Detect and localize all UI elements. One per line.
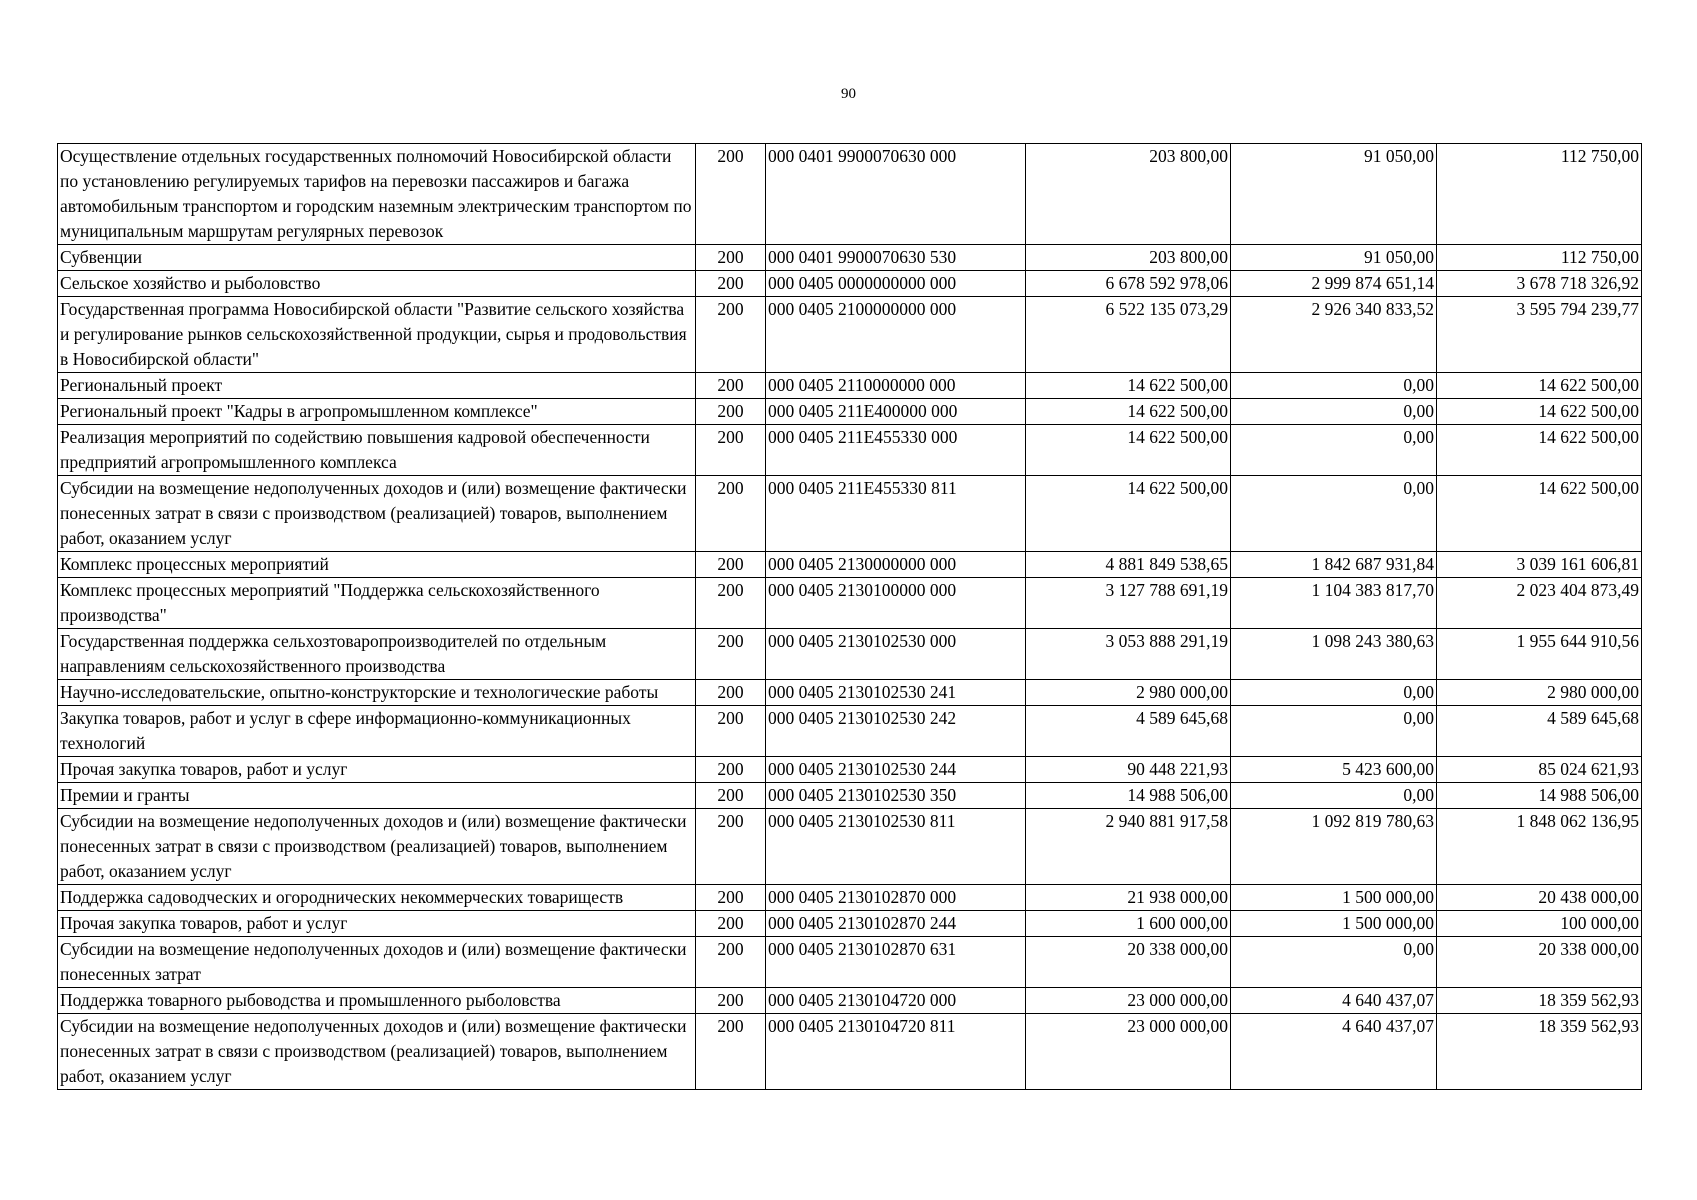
row-kbk-cell: 000 0401 9900070630 530 — [766, 245, 1026, 271]
table-body — [58, 144, 1642, 1090]
row-name-cell: Государственная поддержка сельхозтоваропроизводителей по отдельным направлениям сельскохозяйственного производства — [58, 629, 696, 680]
row-kbk-cell: 000 0405 211E455330 000 — [766, 425, 1026, 476]
row-name-cell: Реализация мероприятий по содействию повышения кадровой обеспеченности предприятий агропромышленного комплекса — [58, 425, 696, 476]
row-name-cell: Прочая закупка товаров, работ и услуг — [58, 757, 696, 783]
page-number: 90 — [841, 86, 856, 102]
row-approved-cell: 23 000 000,00 — [1026, 1014, 1231, 1090]
row-kbk-cell: 000 0405 2130102530 811 — [766, 809, 1026, 885]
row-kbk-cell: 000 0405 2130102530 350 — [766, 783, 1026, 809]
table-row — [58, 629, 1642, 680]
table-row — [58, 245, 1642, 271]
row-approved-cell: 21 938 000,00 — [1026, 885, 1231, 911]
row-executed-cell: 5 423 600,00 — [1231, 757, 1437, 783]
table-row — [58, 885, 1642, 911]
row-code-cell: 200 — [696, 911, 766, 937]
row-executed-cell: 0,00 — [1231, 706, 1437, 757]
table-row — [58, 706, 1642, 757]
row-kbk-cell: 000 0405 211E400000 000 — [766, 399, 1026, 425]
row-code-cell: 200 — [696, 757, 766, 783]
table-row — [58, 757, 1642, 783]
row-executed-cell: 1 500 000,00 — [1231, 911, 1437, 937]
row-kbk-cell: 000 0405 2130000000 000 — [766, 552, 1026, 578]
row-approved-cell: 6 678 592 978,06 — [1026, 271, 1231, 297]
row-approved-cell: 14 988 506,00 — [1026, 783, 1231, 809]
table-row — [58, 783, 1642, 809]
row-approved-cell: 203 800,00 — [1026, 144, 1231, 245]
row-code-cell: 200 — [696, 578, 766, 629]
row-kbk-cell: 000 0405 2130102530 242 — [766, 706, 1026, 757]
row-code-cell: 200 — [696, 680, 766, 706]
row-code-cell: 200 — [696, 809, 766, 885]
row-kbk-cell: 000 0405 2130102530 244 — [766, 757, 1026, 783]
row-executed-cell: 0,00 — [1231, 425, 1437, 476]
row-kbk-cell: 000 0405 2100000000 000 — [766, 297, 1026, 373]
budget-execution-table — [57, 143, 1642, 1090]
row-name-cell: Субсидии на возмещение недополученных доходов и (или) возмещение фактически понесенных затрат в связи с производством (реализацией) товаров, выполнением работ, оказанием услуг — [58, 809, 696, 885]
row-executed-cell: 1 104 383 817,70 — [1231, 578, 1437, 629]
row-unexecuted-cell: 3 595 794 239,77 — [1437, 297, 1642, 373]
row-approved-cell: 6 522 135 073,29 — [1026, 297, 1231, 373]
row-name-cell: Комплекс процессных мероприятий "Поддержка сельскохозяйственного производства" — [58, 578, 696, 629]
table-row — [58, 809, 1642, 885]
row-code-cell: 200 — [696, 245, 766, 271]
row-code-cell: 200 — [696, 937, 766, 988]
row-name-cell: Субсидии на возмещение недополученных доходов и (или) возмещение фактически понесенных затрат в связи с производством (реализацией) товаров, выполнением работ, оказанием услуг — [58, 1014, 696, 1090]
row-approved-cell: 3 053 888 291,19 — [1026, 629, 1231, 680]
row-unexecuted-cell: 1 955 644 910,56 — [1437, 629, 1642, 680]
row-kbk-cell: 000 0405 2130104720 811 — [766, 1014, 1026, 1090]
row-code-cell: 200 — [696, 885, 766, 911]
row-name-cell: Региональный проект "Кадры в агропромышленном комплексе" — [58, 399, 696, 425]
row-executed-cell: 0,00 — [1231, 476, 1437, 552]
row-unexecuted-cell: 2 023 404 873,49 — [1437, 578, 1642, 629]
row-unexecuted-cell: 20 338 000,00 — [1437, 937, 1642, 988]
row-unexecuted-cell: 18 359 562,93 — [1437, 1014, 1642, 1090]
row-name-cell: Осуществление отдельных государственных полномочий Новосибирской области по установлению регулируемых тарифов на перевозки пассажиров и багажа автомобильным транспортом и городским наземным электрическим транспортом по муниципальным маршрутам регулярных перевозок — [58, 144, 696, 245]
row-kbk-cell: 000 0405 2130102530 241 — [766, 680, 1026, 706]
row-approved-cell: 3 127 788 691,19 — [1026, 578, 1231, 629]
row-approved-cell: 1 600 000,00 — [1026, 911, 1231, 937]
row-unexecuted-cell: 4 589 645,68 — [1437, 706, 1642, 757]
table-row — [58, 144, 1642, 245]
row-executed-cell: 1 500 000,00 — [1231, 885, 1437, 911]
row-kbk-cell: 000 0405 2130102530 000 — [766, 629, 1026, 680]
row-approved-cell: 20 338 000,00 — [1026, 937, 1231, 988]
row-code-cell: 200 — [696, 271, 766, 297]
row-kbk-cell: 000 0405 2130102870 631 — [766, 937, 1026, 988]
table-row — [58, 271, 1642, 297]
row-name-cell: Государственная программа Новосибирской области "Развитие сельского хозяйства и регулирование рынков сельскохозяйственной продукции, сырья и продовольствия в Новосибирской области" — [58, 297, 696, 373]
row-executed-cell: 1 092 819 780,63 — [1231, 809, 1437, 885]
row-kbk-cell: 000 0405 2130100000 000 — [766, 578, 1026, 629]
row-code-cell: 200 — [696, 783, 766, 809]
row-code-cell: 200 — [696, 399, 766, 425]
row-code-cell: 200 — [696, 552, 766, 578]
row-executed-cell: 1 098 243 380,63 — [1231, 629, 1437, 680]
row-unexecuted-cell: 2 980 000,00 — [1437, 680, 1642, 706]
row-code-cell: 200 — [696, 1014, 766, 1090]
row-unexecuted-cell: 20 438 000,00 — [1437, 885, 1642, 911]
row-approved-cell: 2 940 881 917,58 — [1026, 809, 1231, 885]
row-executed-cell: 0,00 — [1231, 680, 1437, 706]
row-code-cell: 200 — [696, 425, 766, 476]
table-row — [58, 399, 1642, 425]
table-row — [58, 425, 1642, 476]
row-unexecuted-cell: 3 678 718 326,92 — [1437, 271, 1642, 297]
row-executed-cell: 0,00 — [1231, 783, 1437, 809]
row-kbk-cell: 000 0401 9900070630 000 — [766, 144, 1026, 245]
table-row — [58, 578, 1642, 629]
row-approved-cell: 4 589 645,68 — [1026, 706, 1231, 757]
row-code-cell: 200 — [696, 144, 766, 245]
row-name-cell: Сельское хозяйство и рыболовство — [58, 271, 696, 297]
row-approved-cell: 14 622 500,00 — [1026, 425, 1231, 476]
row-approved-cell: 203 800,00 — [1026, 245, 1231, 271]
row-approved-cell: 14 622 500,00 — [1026, 476, 1231, 552]
row-approved-cell: 2 980 000,00 — [1026, 680, 1231, 706]
row-executed-cell: 91 050,00 — [1231, 245, 1437, 271]
row-unexecuted-cell: 14 622 500,00 — [1437, 425, 1642, 476]
row-unexecuted-cell: 14 988 506,00 — [1437, 783, 1642, 809]
row-executed-cell: 4 640 437,07 — [1231, 1014, 1437, 1090]
row-unexecuted-cell: 14 622 500,00 — [1437, 476, 1642, 552]
row-kbk-cell: 000 0405 0000000000 000 — [766, 271, 1026, 297]
row-code-cell: 200 — [696, 988, 766, 1014]
row-name-cell: Субсидии на возмещение недополученных доходов и (или) возмещение фактически понесенных затрат в связи с производством (реализацией) товаров, выполнением работ, оказанием услуг — [58, 476, 696, 552]
row-approved-cell: 90 448 221,93 — [1026, 757, 1231, 783]
row-name-cell: Прочая закупка товаров, работ и услуг — [58, 911, 696, 937]
row-executed-cell: 2 999 874 651,14 — [1231, 271, 1437, 297]
row-executed-cell: 0,00 — [1231, 373, 1437, 399]
row-kbk-cell: 000 0405 2130102870 244 — [766, 911, 1026, 937]
row-name-cell: Комплекс процессных мероприятий — [58, 552, 696, 578]
row-approved-cell: 23 000 000,00 — [1026, 988, 1231, 1014]
row-executed-cell: 1 842 687 931,84 — [1231, 552, 1437, 578]
row-name-cell: Научно-исследовательские, опытно-конструкторские и технологические работы — [58, 680, 696, 706]
row-unexecuted-cell: 112 750,00 — [1437, 245, 1642, 271]
row-executed-cell: 0,00 — [1231, 937, 1437, 988]
row-code-cell: 200 — [696, 629, 766, 680]
row-executed-cell: 2 926 340 833,52 — [1231, 297, 1437, 373]
row-code-cell: 200 — [696, 373, 766, 399]
row-kbk-cell: 000 0405 2130104720 000 — [766, 988, 1026, 1014]
row-unexecuted-cell: 112 750,00 — [1437, 144, 1642, 245]
row-executed-cell: 91 050,00 — [1231, 144, 1437, 245]
row-code-cell: 200 — [696, 297, 766, 373]
table-row — [58, 680, 1642, 706]
table-row — [58, 1014, 1642, 1090]
row-unexecuted-cell: 14 622 500,00 — [1437, 399, 1642, 425]
row-unexecuted-cell: 3 039 161 606,81 — [1437, 552, 1642, 578]
table-row — [58, 988, 1642, 1014]
row-kbk-cell: 000 0405 2130102870 000 — [766, 885, 1026, 911]
table-row — [58, 476, 1642, 552]
row-name-cell: Поддержка садоводческих и огороднических некоммерческих товариществ — [58, 885, 696, 911]
table-row — [58, 373, 1642, 399]
row-unexecuted-cell: 100 000,00 — [1437, 911, 1642, 937]
row-kbk-cell: 000 0405 211E455330 811 — [766, 476, 1026, 552]
table-row — [58, 937, 1642, 988]
row-name-cell: Премии и гранты — [58, 783, 696, 809]
table-row — [58, 297, 1642, 373]
row-name-cell: Региональный проект — [58, 373, 696, 399]
row-name-cell: Поддержка товарного рыбоводства и промышленного рыболовства — [58, 988, 696, 1014]
table-row — [58, 911, 1642, 937]
row-executed-cell: 4 640 437,07 — [1231, 988, 1437, 1014]
row-approved-cell: 4 881 849 538,65 — [1026, 552, 1231, 578]
row-approved-cell: 14 622 500,00 — [1026, 373, 1231, 399]
table-row — [58, 552, 1642, 578]
row-name-cell: Субвенции — [58, 245, 696, 271]
row-name-cell: Закупка товаров, работ и услуг в сфере информационно-коммуникационных технологий — [58, 706, 696, 757]
row-code-cell: 200 — [696, 476, 766, 552]
row-kbk-cell: 000 0405 2110000000 000 — [766, 373, 1026, 399]
row-unexecuted-cell: 14 622 500,00 — [1437, 373, 1642, 399]
row-unexecuted-cell: 85 024 621,93 — [1437, 757, 1642, 783]
row-unexecuted-cell: 1 848 062 136,95 — [1437, 809, 1642, 885]
row-executed-cell: 0,00 — [1231, 399, 1437, 425]
row-approved-cell: 14 622 500,00 — [1026, 399, 1231, 425]
row-unexecuted-cell: 18 359 562,93 — [1437, 988, 1642, 1014]
row-code-cell: 200 — [696, 706, 766, 757]
row-name-cell: Субсидии на возмещение недополученных доходов и (или) возмещение фактически понесенных затрат — [58, 937, 696, 988]
